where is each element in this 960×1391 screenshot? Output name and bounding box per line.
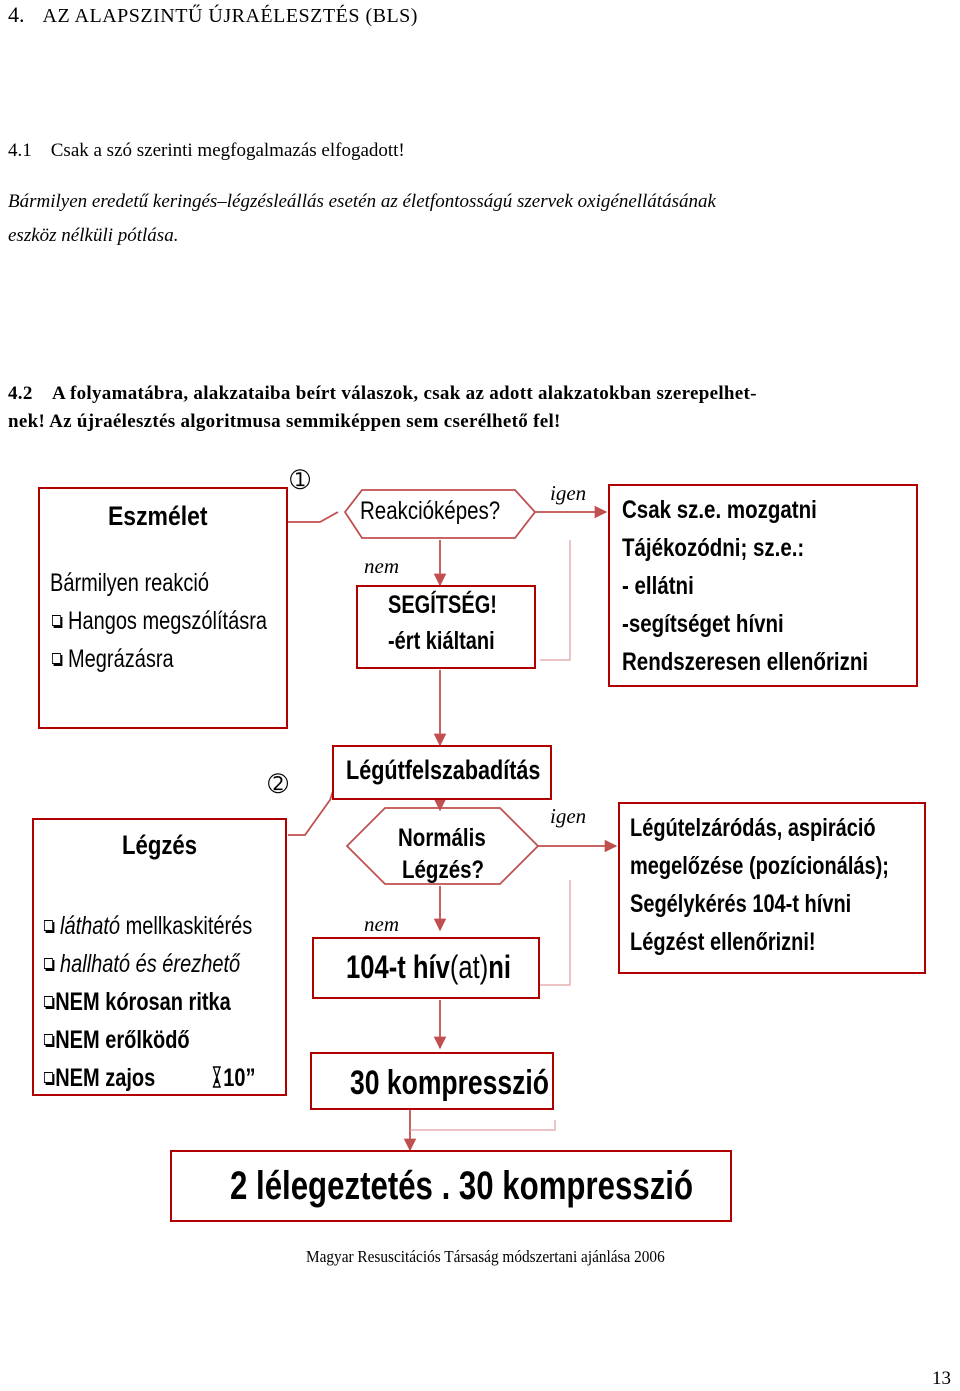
nem-label-1: nem xyxy=(364,554,399,578)
page-number: 13 xyxy=(932,1368,951,1389)
segitseg-line1: SEGÍTSÉG! xyxy=(388,591,497,619)
segitseg-box xyxy=(356,585,536,669)
call-104-label xyxy=(346,949,511,986)
segitseg-line2: -ért kiáltani xyxy=(388,627,495,655)
legzes-item-2-italic: hallható és érezhető xyxy=(60,950,241,978)
chapter-number: 4. xyxy=(8,2,25,27)
csak-line-1: Csak sz.e. mozgatni xyxy=(622,496,817,524)
step-1-marker: ➀ xyxy=(290,467,311,494)
legutfelszabaditas-box xyxy=(332,745,552,800)
legzes-item-3 xyxy=(44,988,231,1017)
checkbox-icon xyxy=(44,1072,53,1083)
eszmelet-item-1 xyxy=(52,607,267,636)
section-4-1-line2: eszköz nélküli pótlása. xyxy=(8,225,179,246)
csak-box xyxy=(608,484,918,687)
legutfelszabaditas-label: Légútfelszabadítás xyxy=(346,755,541,785)
csak-line-4: -segítséget hívni xyxy=(622,610,784,638)
checkbox-icon xyxy=(44,958,53,969)
kompresszio-label: 30 kompresszió xyxy=(350,1064,549,1102)
legut-line-2: megelőzése (pozícionálás); xyxy=(630,852,889,880)
call-104-box xyxy=(312,937,540,999)
legzes-item-5 xyxy=(44,1064,155,1093)
call-104-normal: (at) xyxy=(449,949,489,985)
step-2-marker: ➁ xyxy=(268,771,289,798)
final-label: 2 lélegeztetés . 30 kompresszió xyxy=(230,1164,694,1208)
reakcio-question: Reakcióképes? xyxy=(360,497,501,525)
legzes-item-1-italic: látható xyxy=(60,912,121,940)
loop-connector xyxy=(410,1120,555,1130)
legzes-item-5-label: NEM zajos xyxy=(55,1064,156,1092)
legzes-timer-value: 10” xyxy=(223,1064,256,1092)
legzes-box xyxy=(32,818,287,1096)
connector-legutbox-104 xyxy=(540,880,570,985)
normal-question-line1: Normális xyxy=(398,824,486,852)
legzes-item-4 xyxy=(44,1026,190,1055)
legut-line-4: Légzést ellenőrizni! xyxy=(630,928,816,956)
igen-label-2: igen xyxy=(550,804,587,828)
legzes-item-2 xyxy=(44,950,240,979)
eszmelet-item-2 xyxy=(52,645,174,674)
eszmelet-box xyxy=(38,487,288,729)
checkbox-icon xyxy=(44,1034,53,1045)
legzes-timer xyxy=(212,1064,255,1093)
legut-line-1: Légútelzáródás, aspiráció xyxy=(630,814,876,842)
legzes-item-1-rest: mellkaskitérés xyxy=(120,912,253,940)
eszmelet-title: Eszmélet xyxy=(108,501,208,531)
eszmelet-subtitle: Bármilyen reakció xyxy=(50,569,209,597)
legzes-title: Légzés xyxy=(122,830,198,860)
section-4-2-line2: nek! Az újraélesztés algoritmusa semmiképpen sem cserélhető fel! xyxy=(8,411,561,432)
eszmelet-item-1-label: Hangos megszólításra xyxy=(68,607,267,635)
legut-line-3: Segélykérés 104-t hívni xyxy=(630,890,852,918)
nem-label-2: nem xyxy=(364,912,399,936)
csak-line-5: Rendszeresen ellenőrizni xyxy=(622,648,869,676)
igen-label-1: igen xyxy=(550,481,587,505)
legut-box xyxy=(618,802,926,974)
legzes-item-1 xyxy=(44,912,252,941)
kompresszio-box xyxy=(310,1052,554,1110)
connector-legzes-legut xyxy=(288,785,335,835)
checkbox-icon xyxy=(44,920,53,931)
checkbox-icon xyxy=(52,615,61,626)
eszmelet-item-2-label: Megrázásra xyxy=(68,645,174,673)
hourglass-icon xyxy=(212,1066,222,1088)
csak-line-2: Tájékozódni; sz.e.: xyxy=(622,534,805,562)
chapter-title: AZ ALAPSZINTŰ ÚJRAÉLESZTÉS (BLS) xyxy=(42,5,418,27)
csak-line-3: - ellátni xyxy=(622,572,694,600)
legzes-item-4-label: NEM erőlködő xyxy=(55,1026,190,1054)
normal-question-line2: Légzés? xyxy=(402,856,485,884)
checkbox-icon xyxy=(44,996,53,1007)
call-104-bold: 104-t hív xyxy=(346,949,450,985)
final-box xyxy=(170,1150,732,1222)
section-4-1-heading: 4.1 Csak a szó szerinti megfogalmazás elfogadott! xyxy=(8,140,405,161)
section-4-2-line1: 4.2 A folyamatábra, alakzataiba beírt válaszok, csak az adott alakzatokban szerepelhet- xyxy=(8,383,757,404)
connector-eszmelet-reakcio xyxy=(288,512,338,522)
call-104-bold2: ni xyxy=(488,949,512,985)
section-4-1-line1: Bármilyen eredetű keringés–légzésleállás esetén az életfontosságú szervek oxigénellátásának xyxy=(8,191,716,212)
legzes-item-3-label: NEM kórosan ritka xyxy=(55,988,231,1016)
source-note: Magyar Resuscitációs Társaság módszertani ajánlása 2006 xyxy=(306,1247,665,1266)
checkbox-icon xyxy=(52,653,61,664)
connector-csak-segitseg xyxy=(540,540,570,660)
